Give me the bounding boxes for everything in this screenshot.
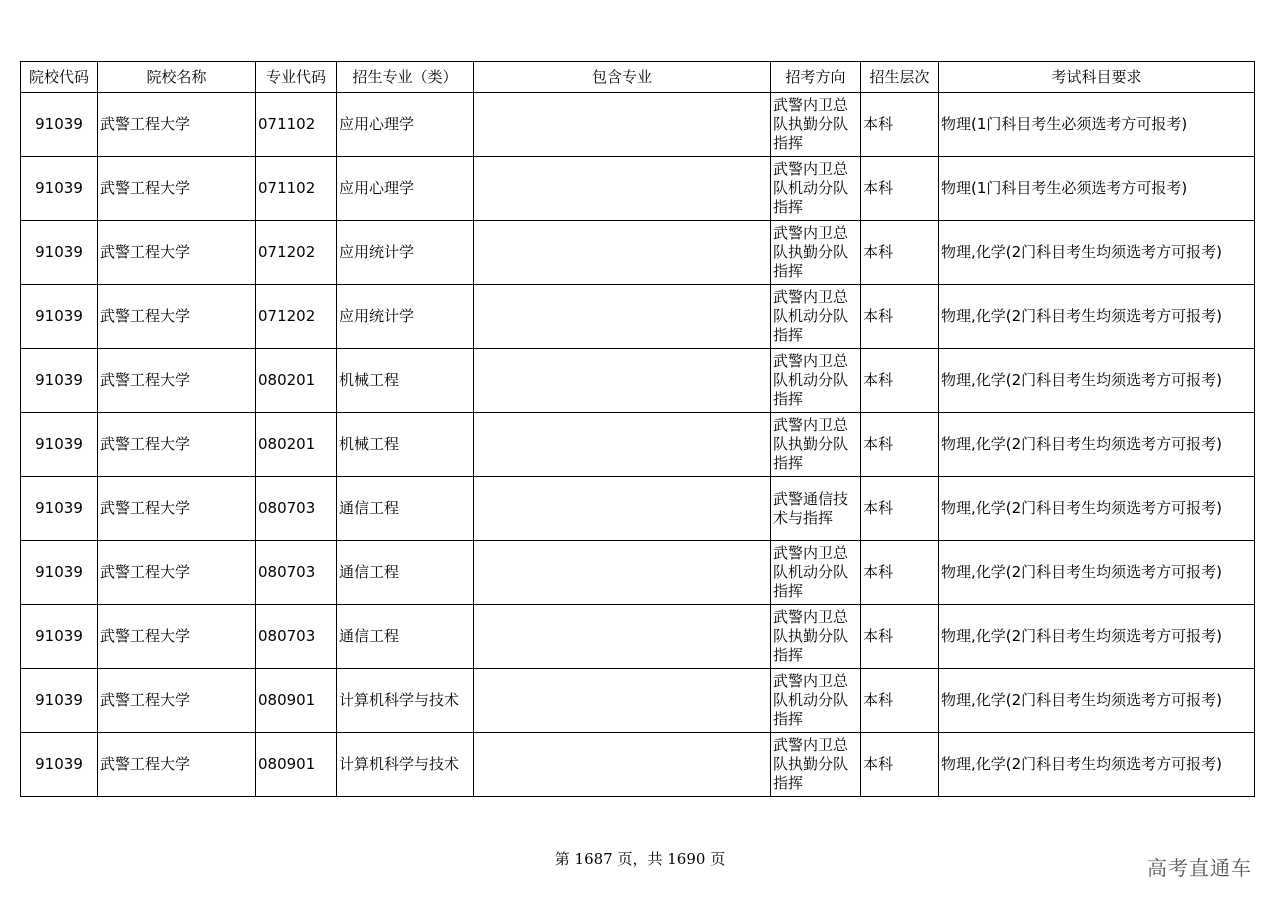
cell-included-majors [474, 221, 771, 285]
cell-school-name: 武警工程大学 [98, 221, 256, 285]
cell-school-code: 91039 [21, 477, 98, 541]
cell-major: 机械工程 [337, 413, 474, 477]
cell-school-name: 武警工程大学 [98, 285, 256, 349]
table-row [21, 669, 1255, 733]
cell-subject-requirement: 物理,化学(2门科目考生均须选考方可报考) [939, 413, 1255, 477]
cell-direction: 武警内卫总队机动分队指挥 [771, 349, 861, 413]
cell-level: 本科 [861, 477, 939, 541]
cell-level: 本科 [861, 413, 939, 477]
cell-included-majors [474, 733, 771, 797]
cell-major-code: 080703 [256, 477, 337, 541]
cell-included-majors [474, 669, 771, 733]
cell-subject-requirement: 物理,化学(2门科目考生均须选考方可报考) [939, 669, 1255, 733]
cell-school-name: 武警工程大学 [98, 541, 256, 605]
cell-major: 应用心理学 [337, 157, 474, 221]
cell-level: 本科 [861, 733, 939, 797]
table-row [21, 541, 1255, 605]
cell-subject-requirement: 物理(1门科目考生必须选考方可报考) [939, 157, 1255, 221]
cell-major: 计算机科学与技术 [337, 669, 474, 733]
cell-subject-requirement: 物理,化学(2门科目考生均须选考方可报考) [939, 477, 1255, 541]
cell-major: 计算机科学与技术 [337, 733, 474, 797]
cell-major-code: 080201 [256, 413, 337, 477]
cell-school-code: 91039 [21, 541, 98, 605]
cell-included-majors [474, 157, 771, 221]
cell-major-code: 071102 [256, 93, 337, 157]
cell-direction: 武警内卫总队执勤分队指挥 [771, 605, 861, 669]
cell-included-majors [474, 349, 771, 413]
cell-major-code: 071202 [256, 285, 337, 349]
table-body [21, 93, 1255, 797]
table-row [21, 733, 1255, 797]
cell-school-name: 武警工程大学 [98, 605, 256, 669]
header-school-name: 院校名称 [98, 62, 256, 93]
cell-direction: 武警内卫总队机动分队指挥 [771, 669, 861, 733]
table-row [21, 413, 1255, 477]
page-number: 第 1687 页，共 1690 页 [554, 850, 726, 868]
cell-included-majors [474, 285, 771, 349]
cell-direction: 武警内卫总队执勤分队指挥 [771, 733, 861, 797]
watermark-logo-text: 高考直通车 [1147, 856, 1252, 880]
cell-major-code: 071102 [256, 157, 337, 221]
cell-school-code: 91039 [21, 349, 98, 413]
header-major-code: 专业代码 [256, 62, 337, 93]
table-row [21, 285, 1255, 349]
table-row [21, 477, 1255, 541]
cell-direction: 武警内卫总队执勤分队指挥 [771, 221, 861, 285]
cell-included-majors [474, 477, 771, 541]
cell-included-majors [474, 541, 771, 605]
cell-school-code: 91039 [21, 669, 98, 733]
cell-major-code: 080201 [256, 349, 337, 413]
cell-major-code: 071202 [256, 221, 337, 285]
cell-direction: 武警内卫总队机动分队指挥 [771, 157, 861, 221]
cell-level: 本科 [861, 349, 939, 413]
table-row [21, 93, 1255, 157]
cell-major-code: 080901 [256, 669, 337, 733]
cell-subject-requirement: 物理,化学(2门科目考生均须选考方可报考) [939, 349, 1255, 413]
cell-level: 本科 [861, 541, 939, 605]
cell-subject-requirement: 物理,化学(2门科目考生均须选考方可报考) [939, 541, 1255, 605]
cell-major: 应用统计学 [337, 221, 474, 285]
cell-direction: 武警内卫总队执勤分队指挥 [771, 93, 861, 157]
cell-level: 本科 [861, 669, 939, 733]
cell-direction: 武警内卫总队执勤分队指挥 [771, 413, 861, 477]
cell-school-name: 武警工程大学 [98, 477, 256, 541]
cell-school-code: 91039 [21, 413, 98, 477]
cell-level: 本科 [861, 221, 939, 285]
cell-school-name: 武警工程大学 [98, 413, 256, 477]
cell-included-majors [474, 605, 771, 669]
header-school-code: 院校代码 [21, 62, 98, 93]
header-level: 招生层次 [861, 62, 939, 93]
cell-school-name: 武警工程大学 [98, 669, 256, 733]
cell-direction: 武警通信技术与指挥 [771, 477, 861, 541]
cell-major: 通信工程 [337, 541, 474, 605]
cell-subject-requirement: 物理,化学(2门科目考生均须选考方可报考) [939, 605, 1255, 669]
cell-major: 机械工程 [337, 349, 474, 413]
header-major: 招生专业（类） [337, 62, 474, 93]
cell-school-code: 91039 [21, 157, 98, 221]
cell-major-code: 080901 [256, 733, 337, 797]
table-row [21, 605, 1255, 669]
header-direction: 招考方向 [771, 62, 861, 93]
cell-school-code: 91039 [21, 733, 98, 797]
cell-level: 本科 [861, 157, 939, 221]
cell-school-name: 武警工程大学 [98, 157, 256, 221]
header-row [21, 62, 1255, 93]
header-included-majors: 包含专业 [474, 62, 771, 93]
cell-major-code: 080703 [256, 605, 337, 669]
cell-major: 通信工程 [337, 477, 474, 541]
cell-school-code: 91039 [21, 221, 98, 285]
cell-subject-requirement: 物理,化学(2门科目考生均须选考方可报考) [939, 221, 1255, 285]
table-row [21, 157, 1255, 221]
cell-direction: 武警内卫总队机动分队指挥 [771, 285, 861, 349]
cell-major: 通信工程 [337, 605, 474, 669]
cell-school-code: 91039 [21, 605, 98, 669]
cell-school-name: 武警工程大学 [98, 349, 256, 413]
cell-included-majors [474, 93, 771, 157]
table-row [21, 221, 1255, 285]
cell-level: 本科 [861, 285, 939, 349]
cell-level: 本科 [861, 93, 939, 157]
table-row [21, 349, 1255, 413]
cell-subject-requirement: 物理(1门科目考生必须选考方可报考) [939, 93, 1255, 157]
cell-school-code: 91039 [21, 285, 98, 349]
cell-subject-requirement: 物理,化学(2门科目考生均须选考方可报考) [939, 285, 1255, 349]
header-subject-requirement: 考试科目要求 [939, 62, 1255, 93]
cell-major: 应用统计学 [337, 285, 474, 349]
cell-included-majors [474, 413, 771, 477]
cell-school-code: 91039 [21, 93, 98, 157]
cell-school-name: 武警工程大学 [98, 93, 256, 157]
admissions-table [20, 61, 1255, 797]
cell-subject-requirement: 物理,化学(2门科目考生均须选考方可报考) [939, 733, 1255, 797]
cell-level: 本科 [861, 605, 939, 669]
cell-major: 应用心理学 [337, 93, 474, 157]
cell-major-code: 080703 [256, 541, 337, 605]
cell-direction: 武警内卫总队机动分队指挥 [771, 541, 861, 605]
cell-school-name: 武警工程大学 [98, 733, 256, 797]
